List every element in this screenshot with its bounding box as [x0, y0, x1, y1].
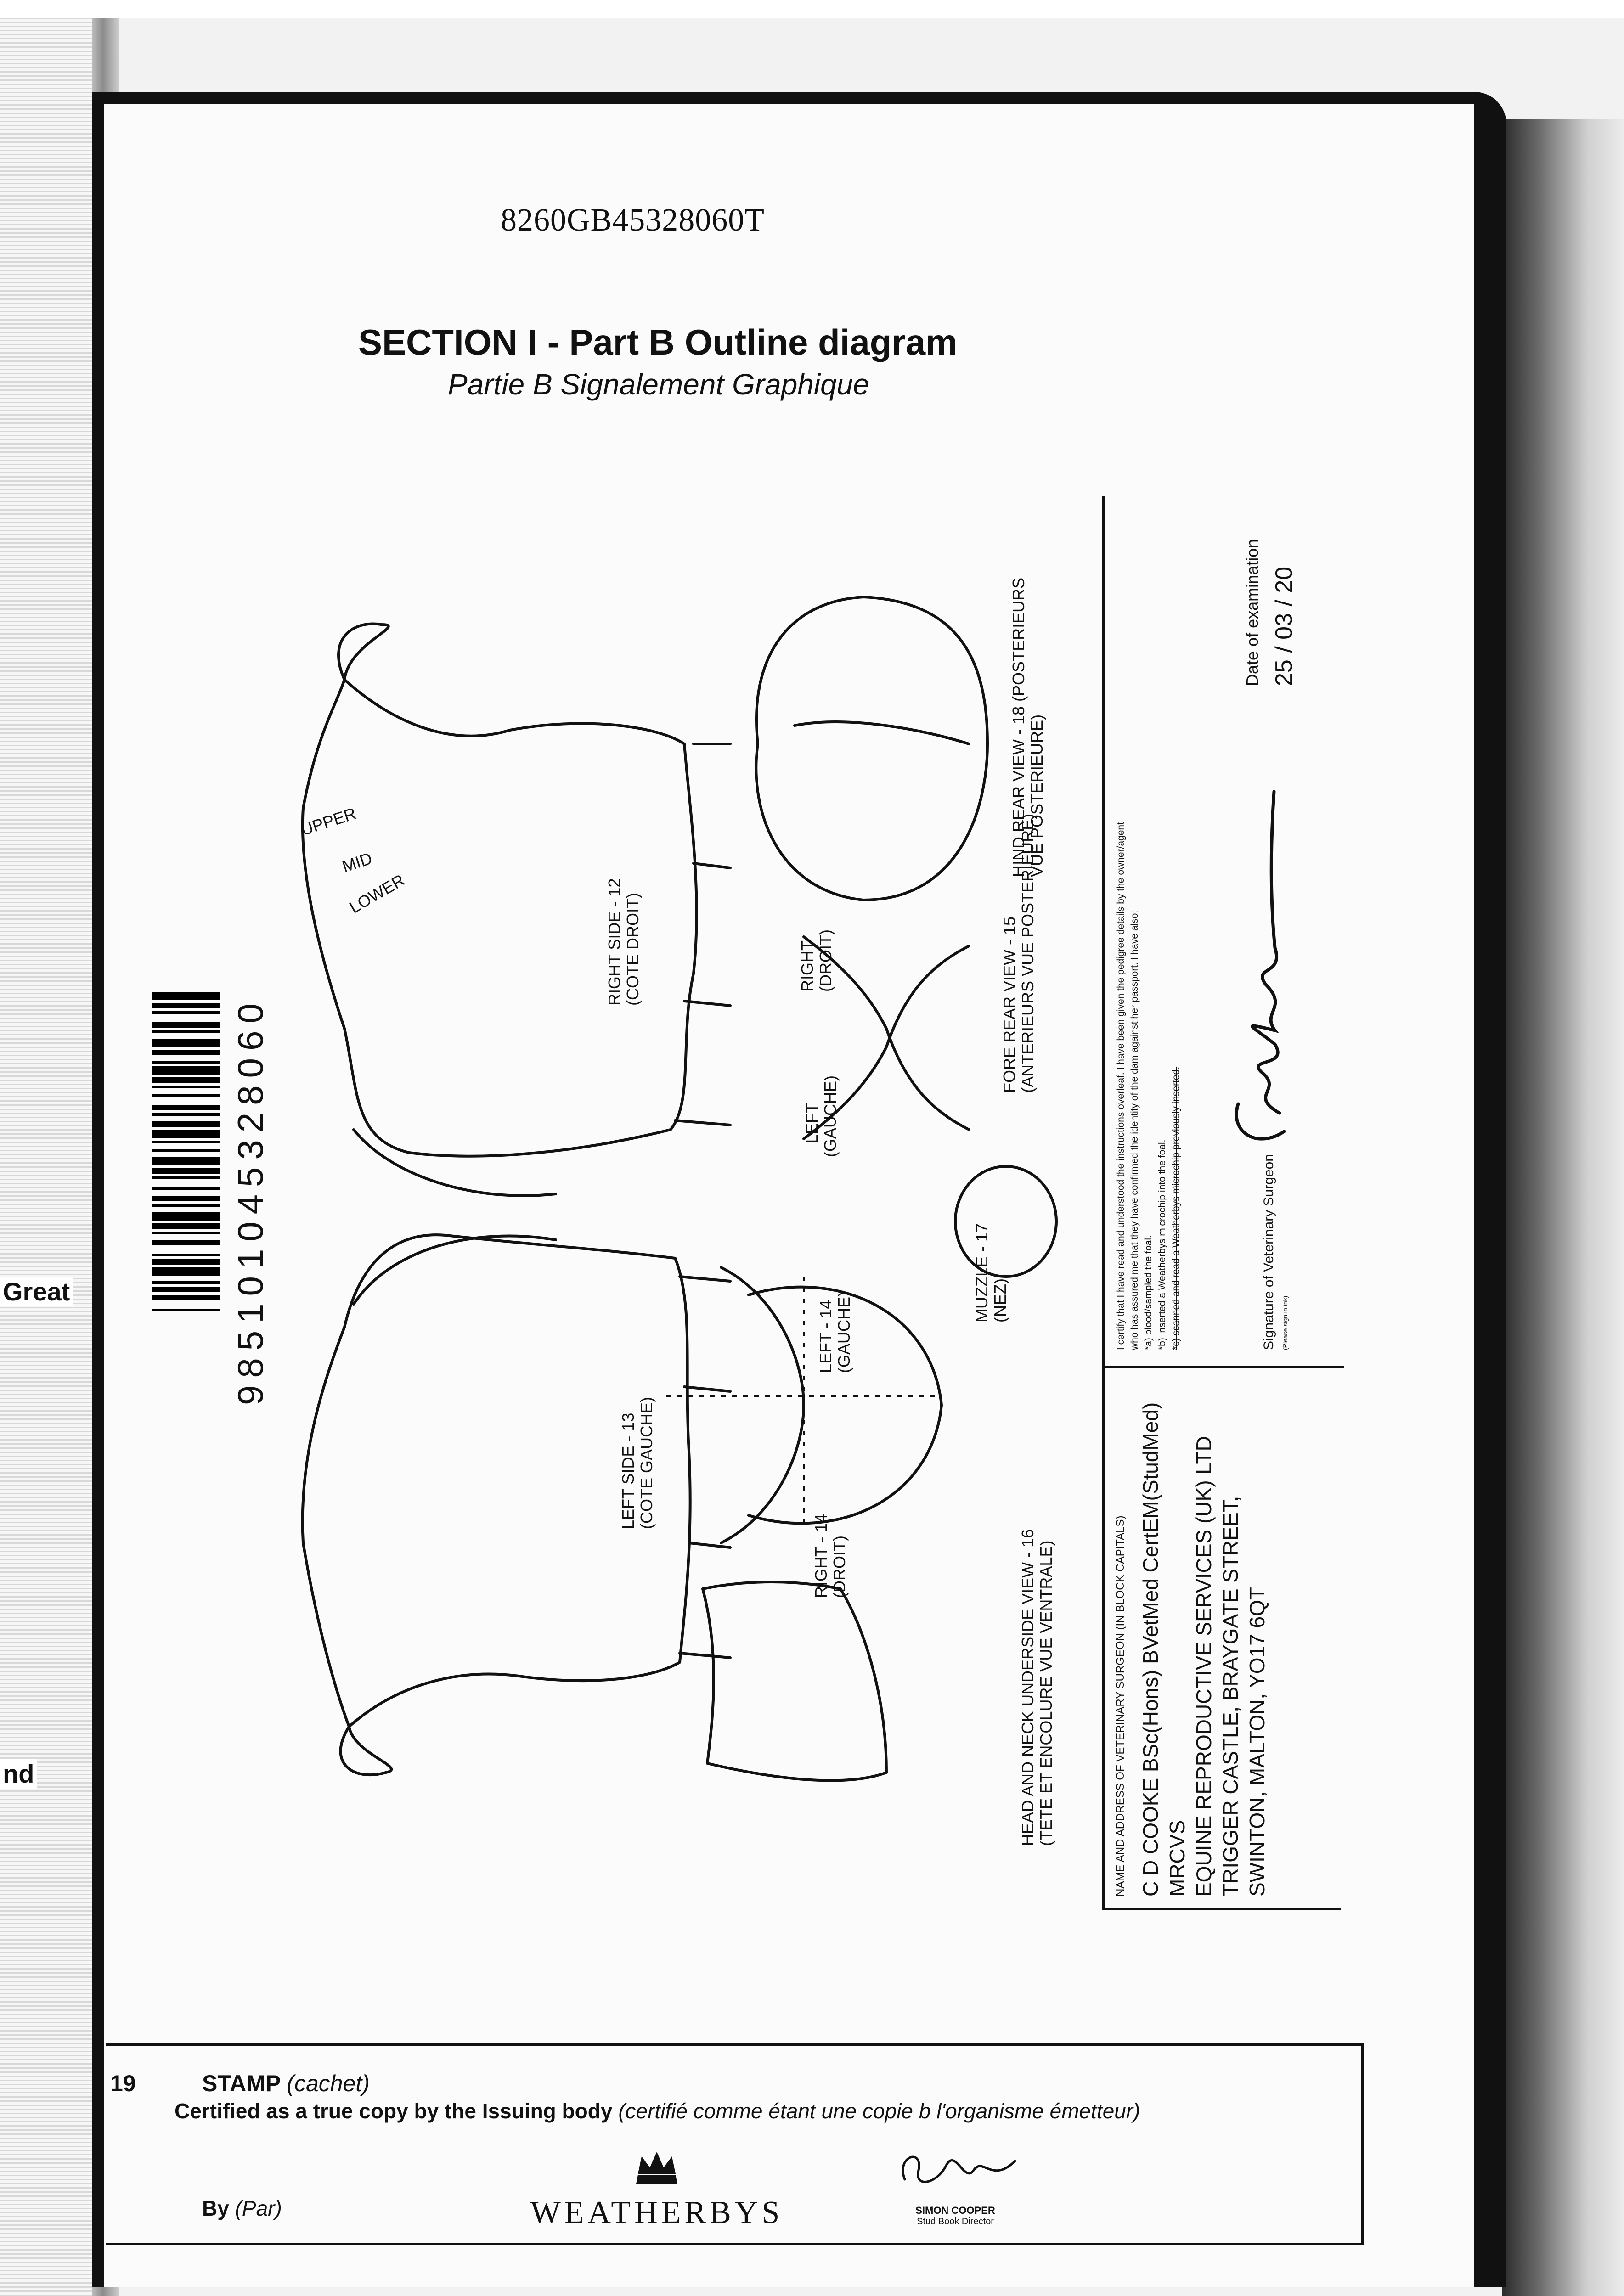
diagram-label-lower: LOWER — [346, 870, 408, 917]
diagram-label-upper: UPPER — [298, 804, 359, 839]
vet-address-line: MRCVS — [1165, 1820, 1189, 1896]
barcode-bar — [152, 1207, 220, 1212]
vet-address-line: EQUINE REPRODUCTIVE SERVICES (UK) LTD — [1192, 1436, 1216, 1896]
certified-statement — [175, 2099, 1140, 2123]
crown-crest-icon — [632, 2147, 682, 2189]
barcode-bar — [152, 1212, 220, 1221]
by-label-fr: (Par) — [235, 2196, 282, 2220]
barcode-bar — [152, 1121, 220, 1127]
barcode-bar — [152, 1105, 220, 1110]
diagram-label-head-neck-fr: (TETE ET ENCOLURE VUE VENTRALE) — [1037, 1540, 1055, 1846]
vet-address-box — [1105, 1366, 1344, 1908]
horse-outline-diagram — [152, 487, 1070, 1864]
diagram-label-right: RIGHT — [798, 940, 817, 992]
barcode-bar — [152, 1033, 220, 1039]
weatherbys-wordmark: WEATHERBYS — [530, 2195, 784, 2230]
head-neck-ventral-outline — [703, 1582, 886, 1780]
barcode-bar — [152, 1196, 220, 1201]
diagram-label-left-fr: (GAUCHE) — [821, 1075, 840, 1157]
diagram-label-left-14-fr: (GAUCHE) — [835, 1291, 853, 1373]
head-underside-outline — [721, 1267, 804, 1543]
barcode-bar — [152, 1190, 220, 1196]
barcode-bar — [152, 1157, 220, 1165]
stamp-section — [106, 2043, 1364, 2245]
diagram-label-right-fr: (DROIT) — [816, 929, 835, 992]
left-side-leg — [689, 1543, 730, 1548]
barcode-bar — [152, 1022, 220, 1028]
stamp-label-fr: (cachet) — [287, 2071, 370, 2096]
barcode-bar — [152, 1276, 220, 1281]
barcode-bar — [152, 1097, 220, 1105]
vet-address-line: C D COOKE BSc(Hons) BVetMed CertEM(StudMed) — [1139, 1402, 1162, 1896]
section-title-prefix: SECTION I - — [358, 322, 570, 362]
diagram-label-left-14: LEFT - 14 — [816, 1300, 835, 1373]
barcode-bar — [152, 1003, 220, 1008]
diagram-label-left-side-fr: (COTE GAUCHE) — [637, 1397, 656, 1529]
muzzle-outline — [955, 1166, 1056, 1277]
certification-line: *a) blood/sampled the foal. — [1143, 1235, 1154, 1350]
vet-address-line: SWINTON, MALTON, YO17 6QT — [1245, 1587, 1269, 1896]
barcode-bar — [152, 1223, 220, 1229]
barcode-bar — [152, 1152, 220, 1157]
director-signature — [886, 2138, 1024, 2202]
by-label — [202, 2196, 282, 2221]
stamp-label-en: STAMP — [202, 2071, 281, 2096]
right-side-leg — [694, 863, 730, 868]
barcode-bar — [152, 1287, 220, 1292]
right-side-leg — [675, 1120, 730, 1125]
diagram-label-mid: MID — [339, 849, 375, 876]
barcode-bar — [152, 1050, 220, 1055]
left-side-tail — [354, 1236, 556, 1304]
barcode-bar — [152, 1245, 220, 1254]
stamp-label — [202, 2070, 370, 2097]
barcode-bar — [152, 1179, 220, 1187]
certification-line: *b) inserted a Weatherbys microchip into the foal. — [1157, 1139, 1167, 1350]
barcode-bar — [152, 1240, 220, 1245]
diagram-label-fore-rear: FORE REAR VIEW - 15 — [1000, 916, 1019, 1093]
signature-note: (Please sign in ink) — [1281, 1295, 1289, 1350]
left-side-leg — [680, 1277, 730, 1281]
vet-address-header: NAME AND ADDRESS OF VETERINARY SURGEON (IN BLOCK CAPITALS) — [1114, 1515, 1127, 1896]
right-side-leg — [684, 1001, 730, 1006]
page-fragment-text: nd — [0, 1759, 37, 1789]
scan-margin — [0, 0, 1624, 18]
diagram-label-right-14: RIGHT - 14 — [812, 1514, 830, 1598]
hind-rear-view-tail — [795, 722, 969, 744]
barcode — [138, 992, 276, 1405]
diagram-label-left: LEFT — [802, 1103, 821, 1143]
section-number: 19 — [110, 2071, 136, 2096]
diagram-label-muzzle-fr: (NEZ) — [991, 1278, 1009, 1322]
date-of-examination-value: 25 / 03 / 20 — [1271, 566, 1297, 686]
weatherbys-logo — [528, 2147, 785, 2231]
vet-signature — [1220, 782, 1312, 1159]
diagram-label-head-neck: HEAD AND NECK UNDERSIDE VIEW - 16 — [1018, 1529, 1037, 1846]
barcode-bar — [152, 1259, 220, 1265]
passport-number: 8260GB45328060T — [501, 203, 765, 238]
certified-text-en: Certified as a true copy by the Issuing body — [175, 2099, 613, 2123]
diagram-label-hind-rear-fr: VUE POSTERIEURE) — [1027, 714, 1046, 877]
right-side-horse-outline — [303, 624, 697, 1156]
right-side-tail — [354, 1130, 556, 1196]
section-title — [358, 321, 958, 363]
barcode-bar — [152, 1234, 220, 1240]
diagram-label-left-side: LEFT SIDE - 13 — [619, 1412, 637, 1529]
certification-line: who has assured me that they have confirmed the identity of the dam against her passport. I have also: — [1129, 910, 1140, 1350]
barcode-bar — [152, 1267, 220, 1276]
barcode-bar — [152, 1077, 220, 1083]
diagram-label-right-side: RIGHT SIDE - 12 — [605, 878, 624, 1006]
diagram-label-right-side-fr: (COTE DROIT) — [623, 893, 642, 1006]
barcode-bar — [152, 1066, 220, 1075]
diagram-label-right-14-fr: (DROIT) — [830, 1536, 849, 1598]
barcode-bar — [152, 1055, 220, 1061]
diagram-label-muzzle: MUZZLE - 17 — [972, 1223, 991, 1322]
vet-certification — [1105, 498, 1344, 1361]
diagram-label-hind-rear: HIND REAR VIEW - 18 (POSTERIEURS — [1009, 577, 1028, 877]
barcode-bars — [152, 992, 220, 1405]
page-edge-shadow — [1502, 119, 1624, 2296]
vet-address-line: TRIGGER CASTLE, BRAYGATE STREET, — [1218, 1496, 1242, 1896]
barcode-bar — [152, 992, 220, 1000]
section-title-main: Part B Outline diagram — [569, 322, 958, 362]
barcode-bar — [152, 1116, 220, 1121]
left-side-leg — [680, 1653, 730, 1658]
barcode-bar — [152, 1039, 220, 1047]
barcode-bar — [152, 1014, 220, 1022]
director-title: Stud Book Director — [917, 2217, 994, 2227]
signature-label: Signature of Veterinary Surgeon — [1261, 1154, 1276, 1350]
barcode-bar — [152, 1300, 220, 1309]
left-side-leg — [684, 1387, 730, 1391]
certification-line: I certify that I have read and understood the instructions overleaf. I have been given the pedigree details by the owner/agent — [1116, 822, 1126, 1350]
page-fragment-text: Great — [0, 1277, 73, 1306]
hind-rear-view-outline — [756, 597, 987, 900]
stud-book-director — [868, 2138, 1043, 2227]
certification-line: *c) scanned and read a Weatherbys microchip previously inserted. — [1171, 1066, 1181, 1350]
diagram-label-fore-rear-fr: (ANTERIEURS VUE POSTERIEURE) — [1018, 813, 1037, 1093]
barcode-bar — [152, 1311, 220, 1314]
barcode-bar — [152, 1143, 220, 1149]
barcode-bar — [152, 1295, 220, 1300]
barcode-bar — [152, 1088, 220, 1094]
director-name: SIMON COOPER — [915, 2205, 995, 2216]
date-of-examination-label: Date of examination — [1243, 539, 1262, 686]
section-subtitle: Partie B Signalement Graphique — [448, 368, 869, 401]
barcode-bar — [152, 1168, 220, 1174]
by-label-en: By — [202, 2196, 229, 2220]
vet-panel — [1102, 496, 1341, 1910]
certified-text-fr: (certifié comme étant une copie b l'organisme émetteur) — [618, 2099, 1140, 2123]
barcode-number: 985101045328060 — [230, 996, 271, 1405]
barcode-bar — [152, 1130, 220, 1138]
